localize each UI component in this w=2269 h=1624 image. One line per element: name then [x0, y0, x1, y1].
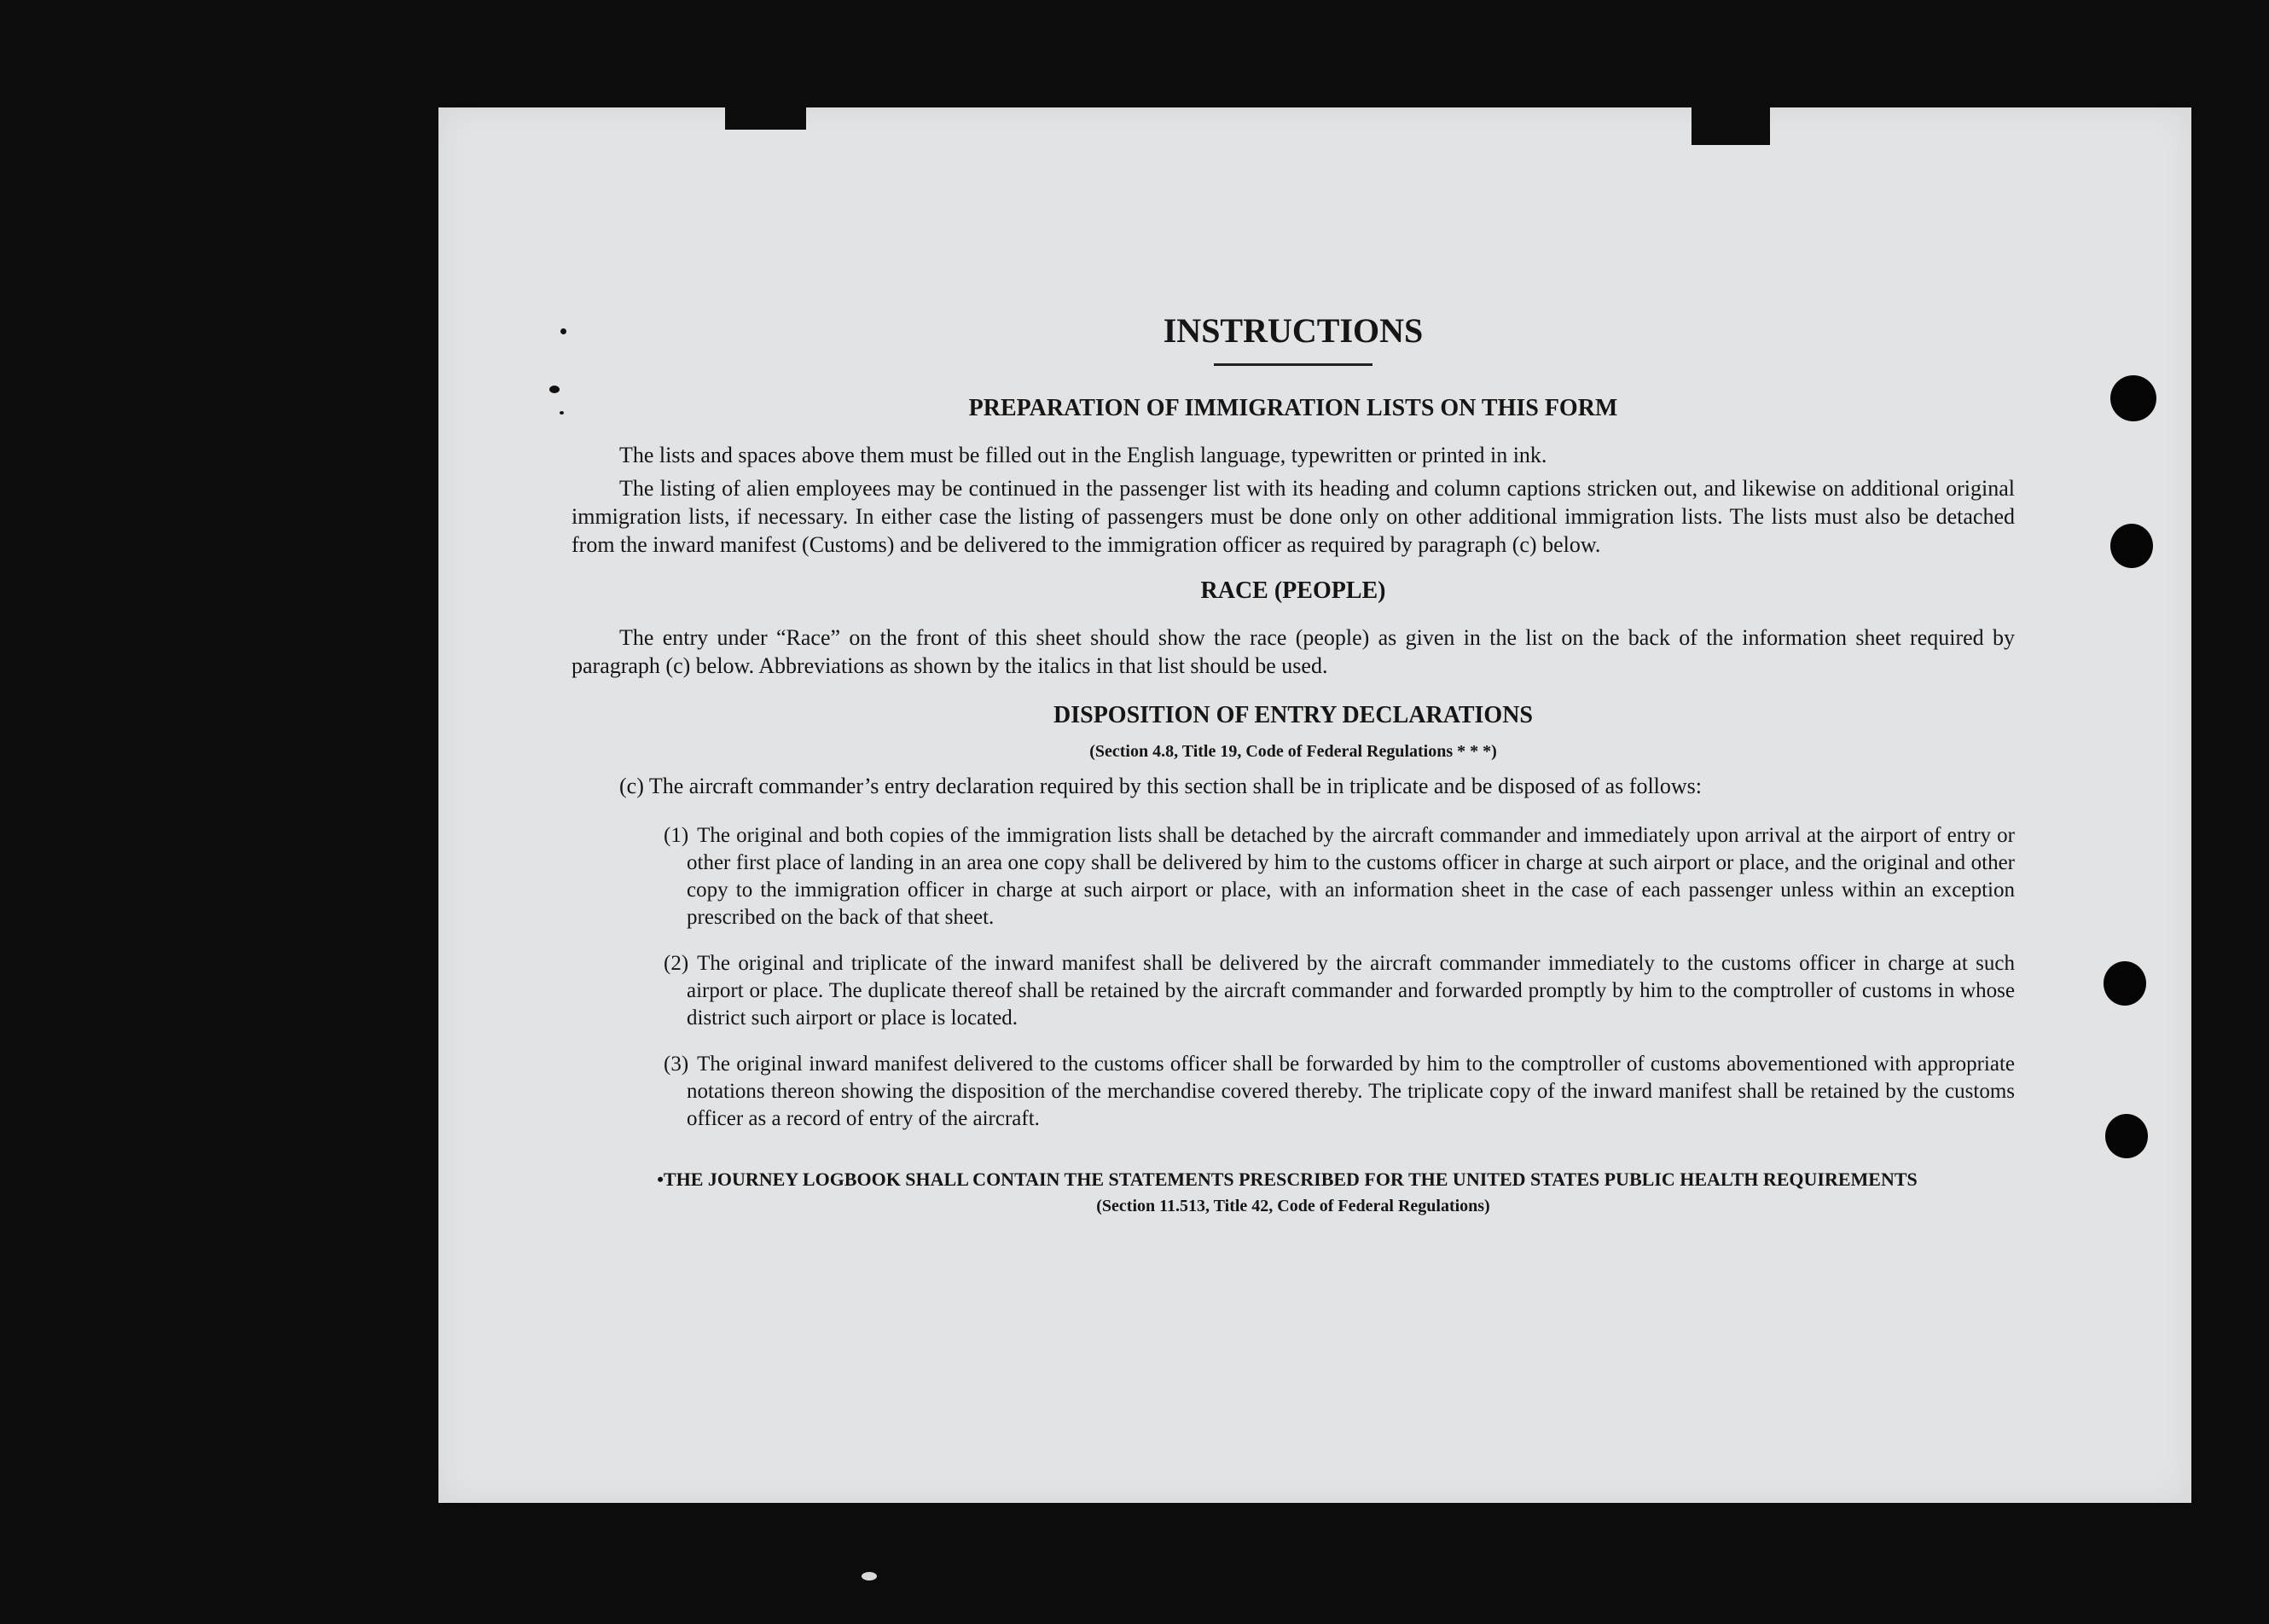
list-item-number: (2) — [664, 952, 689, 975]
list-item — [664, 950, 2015, 1032]
list-item-text: The original and triplicate of the inward manifest shall be delivered by the aircraft commander immediately to the customs officer in charge at such airport or place. The duplicate thereof shall be retained by the aircraft commander and forwarded promptly by him to the comptroller of customs in whose district such airport or place is located. — [687, 952, 2015, 1030]
logbook-citation: (Section 11.513, Title 42, Code of Federal Regulations) — [1096, 1197, 1490, 1215]
list-item-number: (1) — [664, 824, 689, 847]
speck-mark — [560, 328, 566, 334]
section-heading-preparation: PREPARATION OF IMMIGRATION LISTS ON THIS FORM — [968, 395, 1618, 421]
instructions-content — [572, 307, 2015, 1218]
speck-mark — [862, 1572, 877, 1580]
punch-hole-4 — [2105, 1114, 2148, 1158]
list-item-text: The original inward manifest delivered to the customs officer shall be forwarded by him to the comptroller of customs abovementioned with appropriate notations thereon showing the disposition of the merchandise covered thereby. The triplicate copy of the inward manifest shall be retained by the customs officer as a record of entry of the aircraft. — [687, 1053, 2015, 1130]
list-item-number: (3) — [664, 1053, 689, 1076]
paragraph-alien-employees: The listing of alien employees may be continued in the passenger list with its heading and column captions stricken out, and likewise on additional original immigration lists, if necessary. In either case the listing of passengers must be done only on other additional immigration lists. The lists must also be detached from the inward manifest (Customs) and be delivered to the immigration officer as required by paragraph (c) below. — [572, 476, 2015, 557]
title-underline — [1214, 363, 1372, 366]
punch-hole-1 — [2110, 375, 2156, 421]
list-item — [664, 1051, 2015, 1133]
logbook-notice: •THE JOURNEY LOGBOOK SHALL CONTAIN THE STATEMENTS PRESCRIBED FOR THE UNITED STATES PUBLIC HEALTH REQUIREMENTS — [657, 1169, 1918, 1190]
paper-notch-left — [725, 107, 806, 130]
page-title: INSTRUCTIONS — [1163, 311, 1424, 350]
paragraph-entry-declaration: (c) The aircraft commander’s entry declaration required by this section shall be in triplicate and be disposed of as follows: — [619, 774, 1703, 798]
paragraph-language: The lists and spaces above them must be filled out in the English language, typewritten or printed in ink. — [619, 443, 1547, 467]
section-heading-race: RACE (PEOPLE) — [1200, 577, 1386, 604]
punch-hole-2 — [2110, 524, 2153, 568]
speck-mark — [560, 411, 564, 415]
speck-mark — [549, 386, 560, 393]
section-citation: (Section 4.8, Title 19, Code of Federal Regulations * * *) — [1089, 742, 1497, 761]
list-item — [664, 822, 2015, 931]
paper-notch-right — [1692, 107, 1770, 145]
punch-hole-3 — [2104, 961, 2146, 1006]
list-item-text: The original and both copies of the immigration lists shall be detached by the aircraft commander and immediately upon arrival at the airport of entry or other first place of landing in an area one copy shall be delivered by him to the customs officer in charge at such airport or place, and the original and other copy to the immigration officer in charge at such airport or place, with an information sheet in the case of each passenger unless within an exception prescribed on the back of that sheet. — [687, 824, 2015, 929]
paragraph-race: The entry under “Race” on the front of this sheet should show the race (people) as given in the list on the back of the information sheet required by paragraph (c) below. Abbreviations as shown by the italics in that list should be used. — [572, 625, 2015, 678]
section-heading-disposition: DISPOSITION OF ENTRY DECLARATIONS — [1053, 702, 1533, 728]
